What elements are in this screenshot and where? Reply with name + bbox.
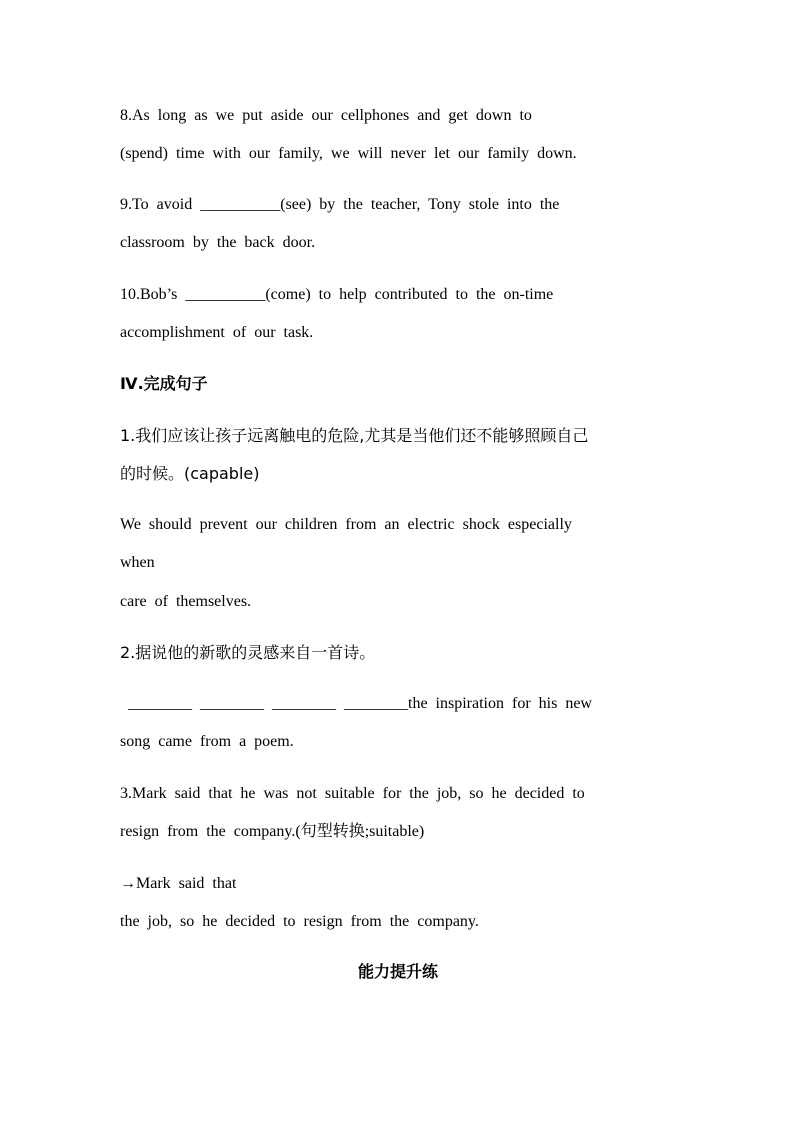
s4-q1-answer-line-1: We should prevent our children from an electric shock especially	[120, 516, 572, 533]
s4-q3-prompt-line-2: resign from the company.(句型转换;suitable)	[120, 823, 425, 840]
q9-line-1: 9.To avoid __________(see) by the teacher, Tony stole into the	[120, 196, 560, 213]
s4-q2-prompt: 2.据说他的新歌的灵感来自一首诗。	[120, 643, 376, 662]
section-heading: Ⅳ.完成句子	[120, 374, 208, 393]
s4-q1-prompt-line-2: 的时候。(capable)	[120, 464, 260, 483]
q8-line-2: (spend) time with our family, we will never let our family down.	[120, 145, 577, 162]
q8-line-1: 8.As long as we put aside our cellphones and get down to	[120, 107, 532, 124]
q10-line-2: accomplishment of our task.	[120, 324, 314, 341]
s4-q1-answer-line-2: when	[120, 554, 155, 571]
s4-q3-prompt-line-1: 3.Mark said that he was not suitable for the job, so he decided to	[120, 785, 585, 802]
next-section-title: 能力提升练	[357, 962, 438, 981]
q9-line-2: classroom by the back door.	[120, 234, 316, 251]
s4-q3-answer-line-2: the job, so he decided to resign from the company.	[120, 913, 479, 930]
s4-q2-answer-line-2: song came from a poem.	[120, 733, 294, 750]
s4-q1-answer-line-3: care of themselves.	[120, 593, 252, 610]
s4-q3-answer-line-1: →Mark said that	[120, 875, 237, 892]
s4-q1-prompt-line-1: 1.我们应该让孩子远离触电的危险,尤其是当他们还不能够照顾自己	[120, 426, 589, 445]
q10-line-1: 10.Bob’s __________(come) to help contributed to the on-time	[120, 286, 554, 303]
s4-q2-answer-line-1: ________ ________ ________ ________the inspiration for his new	[120, 695, 592, 712]
